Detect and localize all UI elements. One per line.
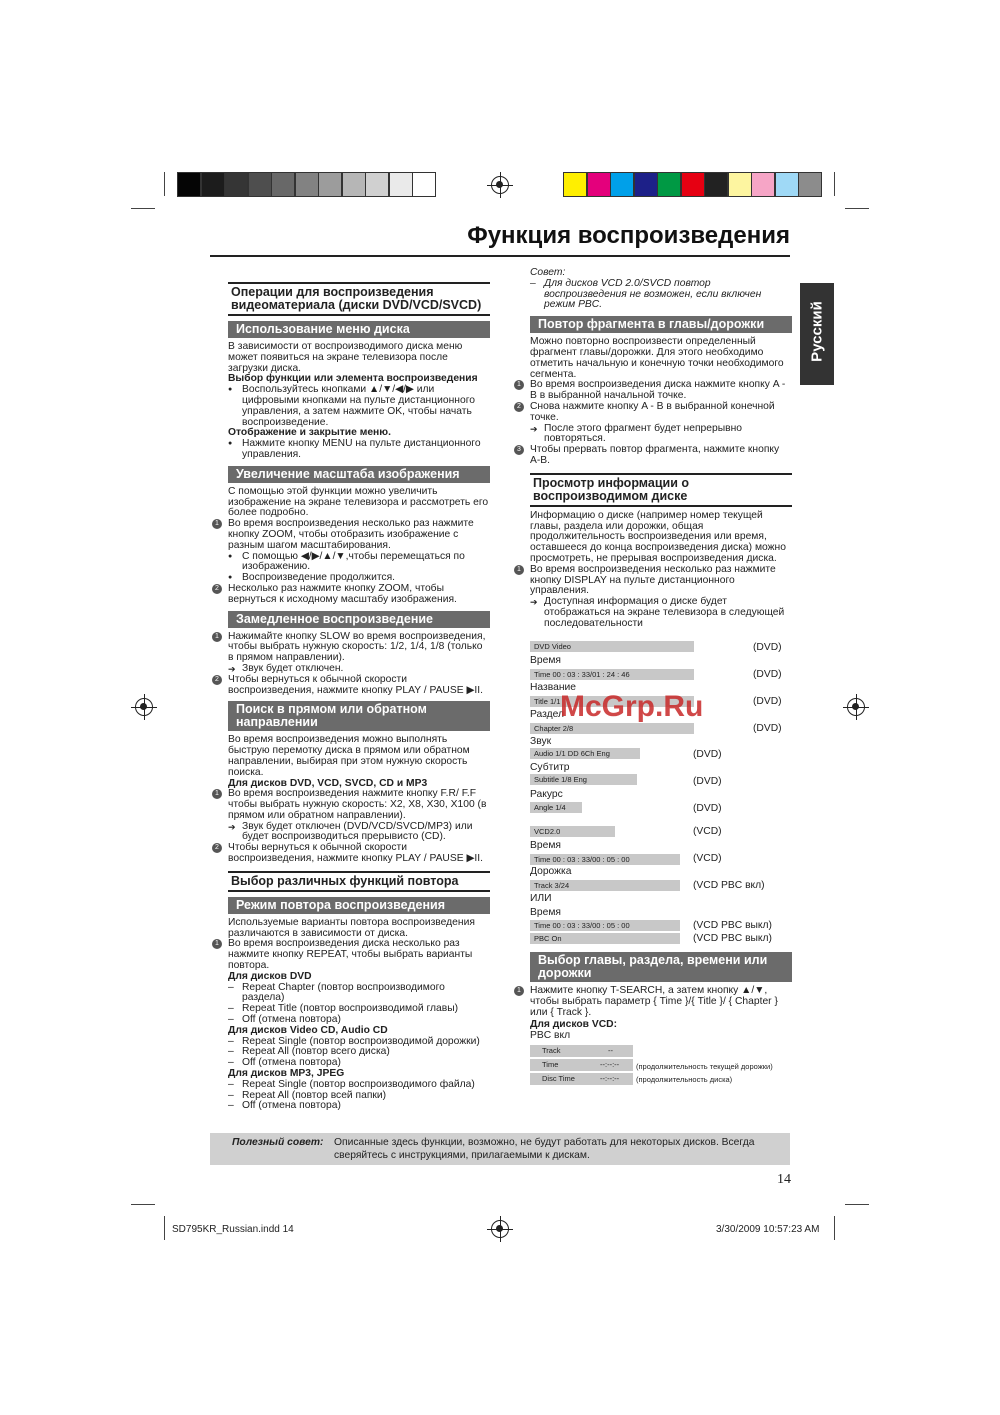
- step-number-icon: 1: [514, 380, 524, 390]
- step-1: [517, 985, 792, 1018]
- step-3: [517, 444, 792, 467]
- color-swatch: [224, 172, 248, 197]
- section-heading-disc-menu: Использование меню диска: [228, 321, 490, 338]
- color-swatch: [681, 172, 705, 197]
- step-text: Несколько раз нажмите кнопку ZOOM, чтобы вернуться к исходному масштабу изображения.: [228, 582, 457, 605]
- step-number-icon: 3: [514, 445, 524, 455]
- osd-bar: Angle 1/4: [530, 802, 582, 813]
- tsearch-field-value: --:--:--: [600, 1074, 620, 1083]
- osd-label: Время: [530, 840, 561, 851]
- paragraph: Информацию о диске (например номер текущей главы, раздела или дорожки, общая продолжительность воспроизведения или время, оставшееся до конца воспроизведения диска) можно просмотреть, не прерывая воспроизведения диска.: [530, 509, 786, 564]
- useful-tip-label: Полезный совет:: [232, 1137, 324, 1148]
- osd-label: ИЛИ: [530, 893, 552, 904]
- bullet-item: ● Воспроизведение продолжится.: [228, 573, 490, 584]
- step-1: [517, 379, 792, 402]
- osd-bar: Subtitle 1/8 Eng: [530, 774, 637, 785]
- tsearch-note: (продолжительность диска): [636, 1075, 733, 1084]
- osd-disc-tag: (VCD): [693, 826, 722, 837]
- osd-disc-tag: (DVD): [753, 642, 782, 653]
- right-column: [517, 267, 792, 630]
- section-heading-search: Поиск в прямом или обратном направлении: [228, 701, 490, 731]
- osd-bar: DVD Video: [530, 641, 694, 652]
- osd-disc-tag: (DVD): [753, 696, 782, 707]
- bullet-item: ● Воспользуйтесь кнопками ▲/▼/◀/▶ или цифровыми кнопками на пульте дистанционного управления, а затем нажмите OK, чтобы начать воспроизведение.: [228, 385, 490, 428]
- osd-label: Время: [530, 907, 561, 918]
- page-number: 14: [777, 1172, 791, 1187]
- subheading: Для дисков DVD, VCD, SVCD, CD и MP3: [228, 777, 428, 789]
- osd-label: Ракурс: [530, 789, 563, 800]
- step-number-icon: 1: [212, 519, 222, 529]
- osd-disc-tag: (DVD): [753, 723, 782, 734]
- page-title: Функция воспроизведения: [467, 222, 790, 249]
- step-2: [215, 842, 490, 865]
- title-divider: [210, 255, 790, 257]
- tsearch-field-name: Disc Time: [542, 1074, 575, 1083]
- step-text: Во время воспроизведения диска нажмите кнопку A - B в выбранной начальной точке.: [530, 379, 786, 402]
- dash-item: – Repeat All (повтор всего диска): [228, 1047, 490, 1058]
- color-swatch: [365, 172, 389, 197]
- crop-mark: [834, 172, 835, 196]
- step-number-icon: 2: [212, 675, 222, 685]
- osd-label: Раздел: [530, 709, 565, 720]
- osd-disc-tag: (DVD): [693, 776, 722, 787]
- step-text: Во время воспроизведения диска несколько раз нажмите кнопку REPEAT, чтобы выбрать варианты повтора.: [228, 938, 473, 972]
- tip-label: Совет:: [530, 267, 566, 278]
- watermark: McGrp.Ru: [560, 690, 704, 723]
- footer-date: 3/30/2009 10:57:23 AM: [716, 1224, 820, 1235]
- step-text: Чтобы вернуться к обычной скорости воспроизведения, нажмите кнопку PLAY / PAUSE ▶II.: [228, 842, 483, 865]
- osd-disc-tag: (VCD PBC выкл): [693, 933, 772, 944]
- crop-mark: [845, 208, 869, 209]
- step-text: Чтобы вернуться к обычной скорости воспроизведения, нажмите кнопку PLAY / PAUSE ▶II.: [228, 673, 483, 696]
- color-swatch: [728, 172, 752, 197]
- crop-mark: [834, 1216, 835, 1240]
- step-number-icon: 2: [212, 584, 222, 594]
- color-swatch: [704, 172, 728, 197]
- section-heading-zoom: Увеличение масштаба изображения: [228, 466, 490, 483]
- color-swatch: [201, 172, 225, 197]
- subheading: Выбор функции или элемента воспроизведения: [228, 373, 478, 385]
- section-heading-operations: Операции для воспроизведения видеоматериала (диски DVD/VCD/SVCD): [228, 282, 490, 316]
- step-number-icon: 1: [212, 789, 222, 799]
- color-swatch: [177, 172, 201, 197]
- color-swatch: [318, 172, 342, 197]
- crop-mark: [845, 1204, 869, 1205]
- color-swatch: [295, 172, 319, 197]
- dash-item: – Repeat Title (повтор воспроизводимой главы): [228, 1004, 490, 1015]
- osd-bar: PBC On: [530, 933, 680, 944]
- osd-bar: Track 3/24: [530, 880, 680, 891]
- step-text: Во время воспроизведения несколько раз нажмите кнопку DISPLAY на пульте дистанционного управления.: [530, 563, 776, 597]
- pbc-label: PBC вкл: [530, 1030, 571, 1042]
- paragraph: Во время воспроизведения можно выполнять быструю перемотку диска в прямом или обратном направлении, выбирая при этом нужную скорость поиска.: [228, 734, 470, 778]
- color-swatch: [271, 172, 295, 197]
- dash-item: – Off (отмена повтора): [228, 1058, 490, 1069]
- color-swatch: [775, 172, 799, 197]
- step-2: [215, 673, 490, 697]
- tip-text: – Для дисков VCD 2.0/SVCD повтор воспроизведения не возможен, если включен режим PBC.: [530, 279, 792, 311]
- color-swatch: [798, 172, 822, 197]
- bullet-item: ● С помощью ◀/▶/▲/▼,чтобы перемещаться по изображению.: [228, 552, 490, 574]
- arrow-note: ➔ Звук будет отключен (DVD/VCD/SVCD/MP3) или будет воспроизводиться прерывисто (CD).: [228, 822, 490, 844]
- registration-mark-icon: [491, 1220, 509, 1238]
- section-heading-disc-info: Просмотр информации о воспроизводимом диске: [530, 473, 792, 507]
- osd-disc-tag: (VCD PBC выкл): [693, 920, 772, 931]
- tsearch-field-name: Track: [542, 1046, 561, 1055]
- color-swatch: [657, 172, 681, 197]
- subheading: Для дисков VCD:: [530, 1019, 618, 1031]
- osd-bar: Title 1/1: [530, 696, 694, 707]
- osd-disc-tag: (DVD): [753, 669, 782, 680]
- registration-mark-icon: [491, 176, 509, 194]
- section-heading-repeat-functions: Выбор различных функций повтора: [228, 871, 490, 892]
- section-heading-slow: Замедленное воспроизведение: [228, 611, 490, 628]
- osd-disc-tag: (DVD): [693, 803, 722, 814]
- footer-file: SD795KR_Russian.indd 14: [172, 1224, 294, 1235]
- step-2: [517, 400, 792, 424]
- section-heading-repeat-mode: Режим повтора воспроизведения: [228, 897, 490, 914]
- color-swatch: [587, 172, 611, 197]
- color-swatch: [563, 172, 587, 197]
- osd-disc-tag: (VCD PBC вкл): [693, 880, 765, 891]
- step-text: Во время воспроизведения несколько раз нажмите кнопку ZOOM, чтобы отобразить изображение с разным шагом масштабирования.: [228, 518, 474, 551]
- paragraph: Можно повторно воспроизвести определенный фрагмент главы/дорожки. Для этого необходимо отметить начальную и конечную точки необходимого сегмента.: [530, 336, 784, 380]
- color-swatch: [389, 172, 413, 197]
- crop-mark: [164, 172, 165, 196]
- osd-label: Название: [530, 682, 577, 693]
- dash-item: – Repeat All (повтор всей папки): [228, 1091, 490, 1102]
- useful-tip-text: Описанные здесь функции, возможно, не будут работать для некоторых дисков. Всегда сверяйтесь с инструкциями, прилагаемыми к дискам.: [334, 1137, 755, 1161]
- language-tab: [800, 283, 834, 385]
- step-text: Чтобы прервать повтор фрагмента, нажмите кнопку A-B.: [530, 444, 780, 466]
- language-tab-label: Русский: [808, 301, 826, 362]
- arrow-note: ➔ Звук будет отключен.: [228, 664, 490, 675]
- color-swatch: [751, 172, 775, 197]
- dash-item: – Repeat Chapter (повтор воспроизводимого раздела): [228, 983, 490, 1005]
- dash-item: – Off (отмена повтора): [228, 1101, 490, 1112]
- dash-item: – Off (отмена повтора): [228, 1015, 490, 1026]
- paragraph: Используемые варианты повтора воспроизведения различаются в зависимости от диска.: [228, 916, 475, 939]
- tsearch-row-track: [530, 1045, 633, 1057]
- color-swatch: [634, 172, 658, 197]
- step-text: Снова нажмите кнопку A - B в выбранной конечной точке.: [530, 400, 775, 423]
- step-text: Нажмите кнопку T-SEARCH, а затем кнопку ▲/▼, чтобы выбрать параметр { Time }/{ Title }/ { Chapter } или { Track }.: [530, 985, 778, 1018]
- subheading: Отображение и закрытие меню.: [228, 427, 391, 439]
- osd-bar: Time 00 : 03 : 33/00 : 05 : 00: [530, 854, 680, 865]
- step-1: [215, 788, 490, 821]
- step-number-icon: 2: [212, 843, 222, 853]
- tsearch-row-time: [530, 1059, 633, 1071]
- paragraph: В зависимости от воспроизводимого диска меню может появиться на экране телевизора после загрузки диска.: [228, 341, 463, 374]
- tsearch-field-value: --: [608, 1046, 613, 1055]
- registration-mark-icon: [847, 698, 865, 716]
- step-text: Во время воспроизведения нажмите кнопку F.R/ F.F чтобы выбрать нужную скорость: X2, X8, X30, X100 (в прямом или обратном направлении).: [228, 788, 487, 821]
- color-swatch: [248, 172, 272, 197]
- step-1: [517, 563, 792, 597]
- osd-bar: Chapter 2/8: [530, 723, 694, 734]
- color-swatch: [342, 172, 366, 197]
- arrow-note: ➔ После этого фрагмент будет непрерывно повторяться.: [530, 424, 792, 446]
- step-number-icon: 1: [514, 565, 524, 575]
- color-swatch: [412, 172, 436, 197]
- osd-label: Время: [530, 655, 561, 666]
- tsearch-note: (продолжительность текущей дорожки): [636, 1062, 773, 1071]
- step-number-icon: 2: [514, 402, 524, 412]
- step-1: [215, 630, 490, 664]
- step-number-icon: 1: [212, 632, 222, 642]
- dash-item: – Repeat Single (повтор воспроизводимого файла): [228, 1080, 490, 1091]
- section-heading-tsearch: Выбор главы, раздела, времени или дорожки: [530, 952, 792, 982]
- section-heading-ab-repeat: Повтор фрагмента в главы/дорожки: [530, 316, 792, 333]
- bullet-item: ● Нажмите кнопку MENU на пульте дистанционного управления.: [228, 439, 490, 461]
- osd-label: Звук: [530, 736, 552, 747]
- crop-mark: [131, 208, 155, 209]
- tsearch-field-name: Time: [542, 1060, 559, 1069]
- step-2: [215, 582, 490, 606]
- osd-bar: VCD2.0: [530, 826, 615, 837]
- left-column: [215, 276, 490, 1112]
- color-swatch: [610, 172, 634, 197]
- osd-bar: Time 00 : 03 : 33/01 : 24 : 46: [530, 669, 694, 680]
- paragraph: С помощью этой функции можно увеличить изображение на экране телевизора и рассмотреть его более подробно.: [228, 485, 489, 519]
- registration-mark-icon: [135, 698, 153, 716]
- osd-label: Субтитр: [530, 762, 570, 773]
- subheading: Для дисков Video CD, Audio CD: [228, 1024, 388, 1036]
- osd-bar: Audio 1/1 DD 6Ch Eng: [530, 748, 640, 759]
- step-text: Нажимайте кнопку SLOW во время воспроизведения, чтобы выбрать нужную скорость: 1/2, 1/4, 1/8 (только в прямом направлении).: [228, 630, 486, 664]
- dash-item: – Repeat Single (повтор воспроизводимой дорожки): [228, 1037, 490, 1048]
- step-1: [215, 518, 490, 551]
- osd-bar: Time 00 : 03 : 33/00 : 05 : 00: [530, 920, 680, 931]
- step-number-icon: 1: [212, 939, 222, 949]
- arrow-note: ➔ Доступная информация о диске будет отображаться на экране телевизора в следующей последовательности: [530, 597, 792, 629]
- crop-mark: [164, 1216, 165, 1240]
- tsearch-section: [517, 947, 792, 1042]
- tsearch-field-value: --:--:--: [600, 1060, 620, 1069]
- osd-label: Дорожка: [530, 866, 572, 877]
- step-1: [215, 938, 490, 972]
- osd-disc-tag: (DVD): [693, 749, 722, 760]
- useful-tip-bar: [210, 1133, 790, 1165]
- crop-mark: [131, 1204, 155, 1205]
- subheading: Для дисков DVD: [228, 970, 312, 982]
- tsearch-row-disc-time: [530, 1073, 633, 1085]
- osd-disc-tag: (VCD): [693, 853, 722, 864]
- subheading: Для дисков MP3, JPEG: [228, 1068, 345, 1080]
- step-number-icon: 1: [514, 986, 524, 996]
